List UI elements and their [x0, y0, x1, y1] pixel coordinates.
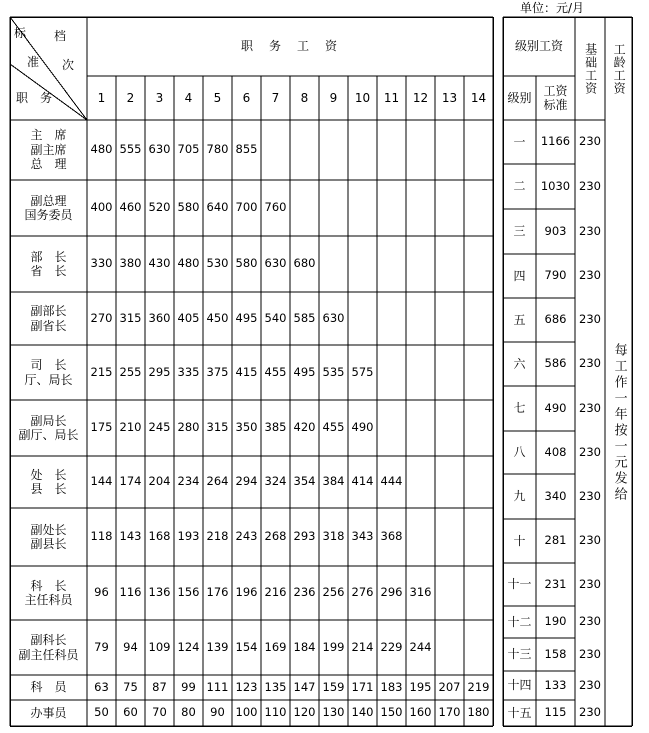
level-standard-value: 686 [544, 312, 567, 327]
grade-value: 168 [148, 529, 171, 544]
grade-value: 385 [264, 420, 287, 435]
grade-value: 640 [206, 200, 229, 215]
level-name: 七 [513, 401, 526, 416]
grade-value: 90 [210, 705, 225, 720]
grade-value: 170 [438, 705, 461, 720]
grade-value: 111 [206, 679, 229, 694]
grade-value: 520 [148, 200, 171, 215]
grade-value: 236 [293, 585, 316, 600]
position-title: 副部长 副省长 [30, 304, 67, 333]
position-title: 主 席 副主席 总 理 [30, 128, 67, 172]
base-wage-value: 230 [579, 646, 601, 661]
base-wage-value: 230 [579, 614, 601, 629]
level-standard-value: 133 [544, 677, 567, 692]
grade-value: 760 [264, 200, 287, 215]
grade-value: 154 [235, 639, 258, 654]
position-title: 副局长 副厅、局长 [18, 413, 79, 442]
position-title: 科 长 主任科员 [24, 578, 73, 607]
grade-value: 210 [119, 420, 142, 435]
level-standard-value: 903 [544, 223, 567, 238]
grade-header-12: 12 [412, 90, 429, 105]
grade-value: 580 [235, 256, 258, 271]
base-wage-header: 基础工资 [583, 42, 598, 95]
grade-value: 215 [90, 364, 113, 379]
grade-value: 530 [206, 256, 229, 271]
grade-value: 316 [409, 585, 432, 600]
grade-value: 216 [264, 585, 287, 600]
level-standard-value: 231 [544, 576, 567, 591]
level-name: 十五 [507, 705, 532, 720]
grade-value: 540 [264, 310, 287, 325]
grade-value: 256 [322, 585, 345, 600]
grade-value: 193 [177, 529, 200, 544]
grade-value: 171 [351, 679, 374, 694]
grade-value: 243 [235, 529, 258, 544]
grade-value: 183 [380, 679, 403, 694]
grade-value: 219 [467, 679, 490, 694]
level-name: 六 [513, 356, 526, 371]
grade-value: 315 [119, 310, 142, 325]
grade-value: 318 [322, 529, 345, 544]
base-wage-value: 230 [579, 444, 601, 459]
level-standard-value: 281 [544, 533, 567, 548]
grade-value: 96 [94, 585, 109, 600]
grade-value: 218 [206, 529, 229, 544]
grade-value: 180 [467, 705, 490, 720]
grade-value: 50 [94, 705, 109, 720]
grade-value: 204 [148, 474, 171, 489]
base-wage-value: 230 [579, 576, 601, 591]
grade-value: 70 [152, 705, 167, 720]
grade-value: 116 [119, 585, 142, 600]
grade-value: 136 [148, 585, 171, 600]
grade-value: 295 [148, 364, 171, 379]
grade-value: 94 [123, 639, 138, 654]
base-wage-value: 230 [579, 223, 601, 238]
base-wage-value: 230 [579, 677, 601, 692]
grade-value: 234 [177, 474, 200, 489]
grade-value: 296 [380, 585, 403, 600]
grade-value: 460 [119, 200, 142, 215]
base-wage-value: 230 [579, 356, 601, 371]
grade-header-6: 6 [242, 90, 251, 105]
grade-value: 63 [94, 679, 109, 694]
grade-value: 99 [181, 679, 196, 694]
level-name: 四 [513, 268, 526, 283]
grade-value: 293 [293, 529, 316, 544]
level-wage-header: 级别工资 [514, 39, 563, 54]
grade-value: 495 [293, 364, 316, 379]
grade-value: 354 [293, 474, 316, 489]
base-wage-value: 230 [579, 268, 601, 283]
level-name: 八 [513, 445, 526, 460]
level-standard-value: 490 [544, 400, 567, 415]
grade-value: 169 [264, 639, 287, 654]
grade-value: 60 [123, 705, 138, 720]
position-title: 副总理 国务委员 [24, 193, 73, 222]
level-standard-value: 790 [544, 268, 567, 283]
grade-header-4: 4 [184, 90, 193, 105]
duty-wage-header: 职 务 工 资 [240, 39, 339, 54]
base-wage-value: 230 [579, 312, 601, 327]
level-name: 十二 [507, 614, 532, 629]
grade-value: 75 [123, 679, 138, 694]
grade-value: 147 [293, 679, 316, 694]
grade-value: 450 [206, 310, 229, 325]
grade-value: 229 [380, 639, 403, 654]
grade-value: 350 [235, 420, 258, 435]
grade-header-5: 5 [213, 90, 222, 105]
level-name: 九 [513, 489, 526, 504]
grade-value: 110 [264, 705, 287, 720]
level-standard-value: 190 [544, 614, 567, 629]
grade-header-8: 8 [300, 90, 309, 105]
corner-label-ci: 次 [62, 58, 75, 72]
corner-label-biao: 标 [14, 26, 27, 40]
grade-value: 80 [181, 705, 196, 720]
level-header: 级别 [507, 90, 532, 105]
grade-value: 380 [119, 256, 142, 271]
grade-value: 420 [293, 420, 316, 435]
level-name: 十 [513, 533, 526, 548]
grade-value: 444 [380, 474, 403, 489]
grade-value: 575 [351, 364, 374, 379]
grade-value: 150 [380, 705, 403, 720]
grade-value: 160 [409, 705, 432, 720]
grade-value: 555 [119, 142, 142, 157]
grade-value: 495 [235, 310, 258, 325]
corner-label-dang: 档 [54, 29, 67, 43]
grade-header-9: 9 [329, 90, 338, 105]
base-wage-value: 230 [579, 400, 601, 415]
grade-header-7: 7 [271, 90, 280, 105]
position-title: 处 长 县 长 [30, 467, 67, 496]
grade-value: 184 [293, 639, 316, 654]
seniority-note: 每工作一年按一元发给 [611, 343, 627, 503]
grade-value: 414 [351, 474, 374, 489]
grade-value: 455 [322, 420, 345, 435]
grade-value: 270 [90, 310, 113, 325]
grade-value: 124 [177, 639, 200, 654]
grade-value: 130 [322, 705, 345, 720]
grade-value: 585 [293, 310, 316, 325]
level-standard-value: 115 [544, 705, 567, 720]
grade-value: 335 [177, 364, 200, 379]
grade-value: 294 [235, 474, 258, 489]
grade-value: 780 [206, 142, 229, 157]
position-title: 副处长 副县长 [30, 522, 67, 551]
grade-value: 580 [177, 200, 200, 215]
base-wage-value: 230 [579, 488, 601, 503]
corner-label-zhiwu: 职 务 [16, 91, 53, 105]
position-title: 科 员 [30, 680, 67, 695]
grade-value: 384 [322, 474, 345, 489]
grade-value: 480 [177, 256, 200, 271]
grade-header-13: 13 [441, 90, 458, 105]
grade-value: 140 [351, 705, 374, 720]
grade-value: 174 [119, 474, 142, 489]
grade-value: 255 [119, 364, 142, 379]
grade-value: 264 [206, 474, 229, 489]
grade-value: 280 [177, 420, 200, 435]
grade-header-11: 11 [383, 90, 400, 105]
grade-value: 207 [438, 679, 461, 694]
position-title: 副科长 副主任科员 [18, 633, 79, 662]
position-title: 办事员 [30, 705, 67, 720]
level-name: 十四 [507, 678, 532, 693]
level-name: 十三 [507, 647, 532, 662]
grade-value: 630 [148, 142, 171, 157]
grade-value: 100 [235, 705, 258, 720]
level-name: 十一 [507, 577, 532, 592]
grade-value: 680 [293, 256, 316, 271]
grade-value: 143 [119, 529, 142, 544]
level-name: 五 [513, 312, 526, 327]
grade-value: 245 [148, 420, 171, 435]
base-wage-value: 230 [579, 533, 601, 548]
level-standard-value: 340 [544, 488, 567, 503]
level-standard-value: 158 [544, 646, 567, 661]
grade-value: 705 [177, 142, 200, 157]
wage-standard-header: 工资 标准 [543, 83, 568, 112]
level-name: 三 [513, 224, 526, 239]
grade-value: 535 [322, 364, 345, 379]
grade-value: 324 [264, 474, 287, 489]
grade-value: 368 [380, 529, 403, 544]
unit-label: 单位：元/月 [520, 1, 585, 15]
grade-value: 118 [90, 529, 113, 544]
grade-value: 79 [94, 639, 109, 654]
grade-value: 276 [351, 585, 374, 600]
grade-value: 120 [293, 705, 316, 720]
grade-value: 315 [206, 420, 229, 435]
base-wage-value: 230 [579, 134, 601, 149]
grade-value: 630 [264, 256, 287, 271]
grade-value: 455 [264, 364, 287, 379]
grade-value: 415 [235, 364, 258, 379]
base-wage-value: 230 [579, 705, 601, 720]
grade-value: 109 [148, 639, 171, 654]
grade-value: 195 [409, 679, 432, 694]
grade-value: 176 [206, 585, 229, 600]
grade-value: 700 [235, 200, 258, 215]
corner-label-zhun: 准 [27, 55, 40, 69]
grade-value: 360 [148, 310, 171, 325]
grade-header-10: 10 [354, 90, 371, 105]
grade-value: 490 [351, 420, 374, 435]
grade-value: 139 [206, 639, 229, 654]
grade-value: 123 [235, 679, 258, 694]
grade-value: 855 [235, 142, 258, 157]
level-standard-value: 1166 [540, 134, 571, 149]
level-standard-value: 408 [544, 444, 567, 459]
grade-value: 144 [90, 474, 113, 489]
grade-value: 214 [351, 639, 374, 654]
level-standard-value: 1030 [540, 178, 571, 193]
level-standard-value: 586 [544, 356, 567, 371]
grade-value: 156 [177, 585, 200, 600]
grade-value: 400 [90, 200, 113, 215]
grade-value: 199 [322, 639, 345, 654]
grade-value: 430 [148, 256, 171, 271]
grade-value: 375 [206, 364, 229, 379]
level-name: 二 [513, 179, 526, 194]
grade-value: 343 [351, 529, 374, 544]
grade-header-3: 3 [155, 90, 164, 105]
grade-value: 330 [90, 256, 113, 271]
grade-header-1: 1 [97, 90, 106, 105]
grade-value: 196 [235, 585, 258, 600]
grade-header-2: 2 [126, 90, 135, 105]
grade-value: 244 [409, 639, 432, 654]
grade-value: 87 [152, 679, 167, 694]
grade-value: 630 [322, 310, 345, 325]
grade-value: 268 [264, 529, 287, 544]
position-title: 司 长 厅、局长 [24, 358, 73, 387]
grade-value: 405 [177, 310, 200, 325]
position-title: 部 长 省 长 [30, 249, 67, 278]
level-name: 一 [513, 134, 526, 149]
grade-value: 480 [90, 142, 113, 157]
grade-header-14: 14 [470, 90, 487, 105]
grade-value: 159 [322, 679, 345, 694]
grade-value: 135 [264, 679, 287, 694]
grade-value: 175 [90, 420, 113, 435]
seniority-wage-header: 工龄工资 [612, 42, 627, 95]
base-wage-value: 230 [579, 178, 601, 193]
